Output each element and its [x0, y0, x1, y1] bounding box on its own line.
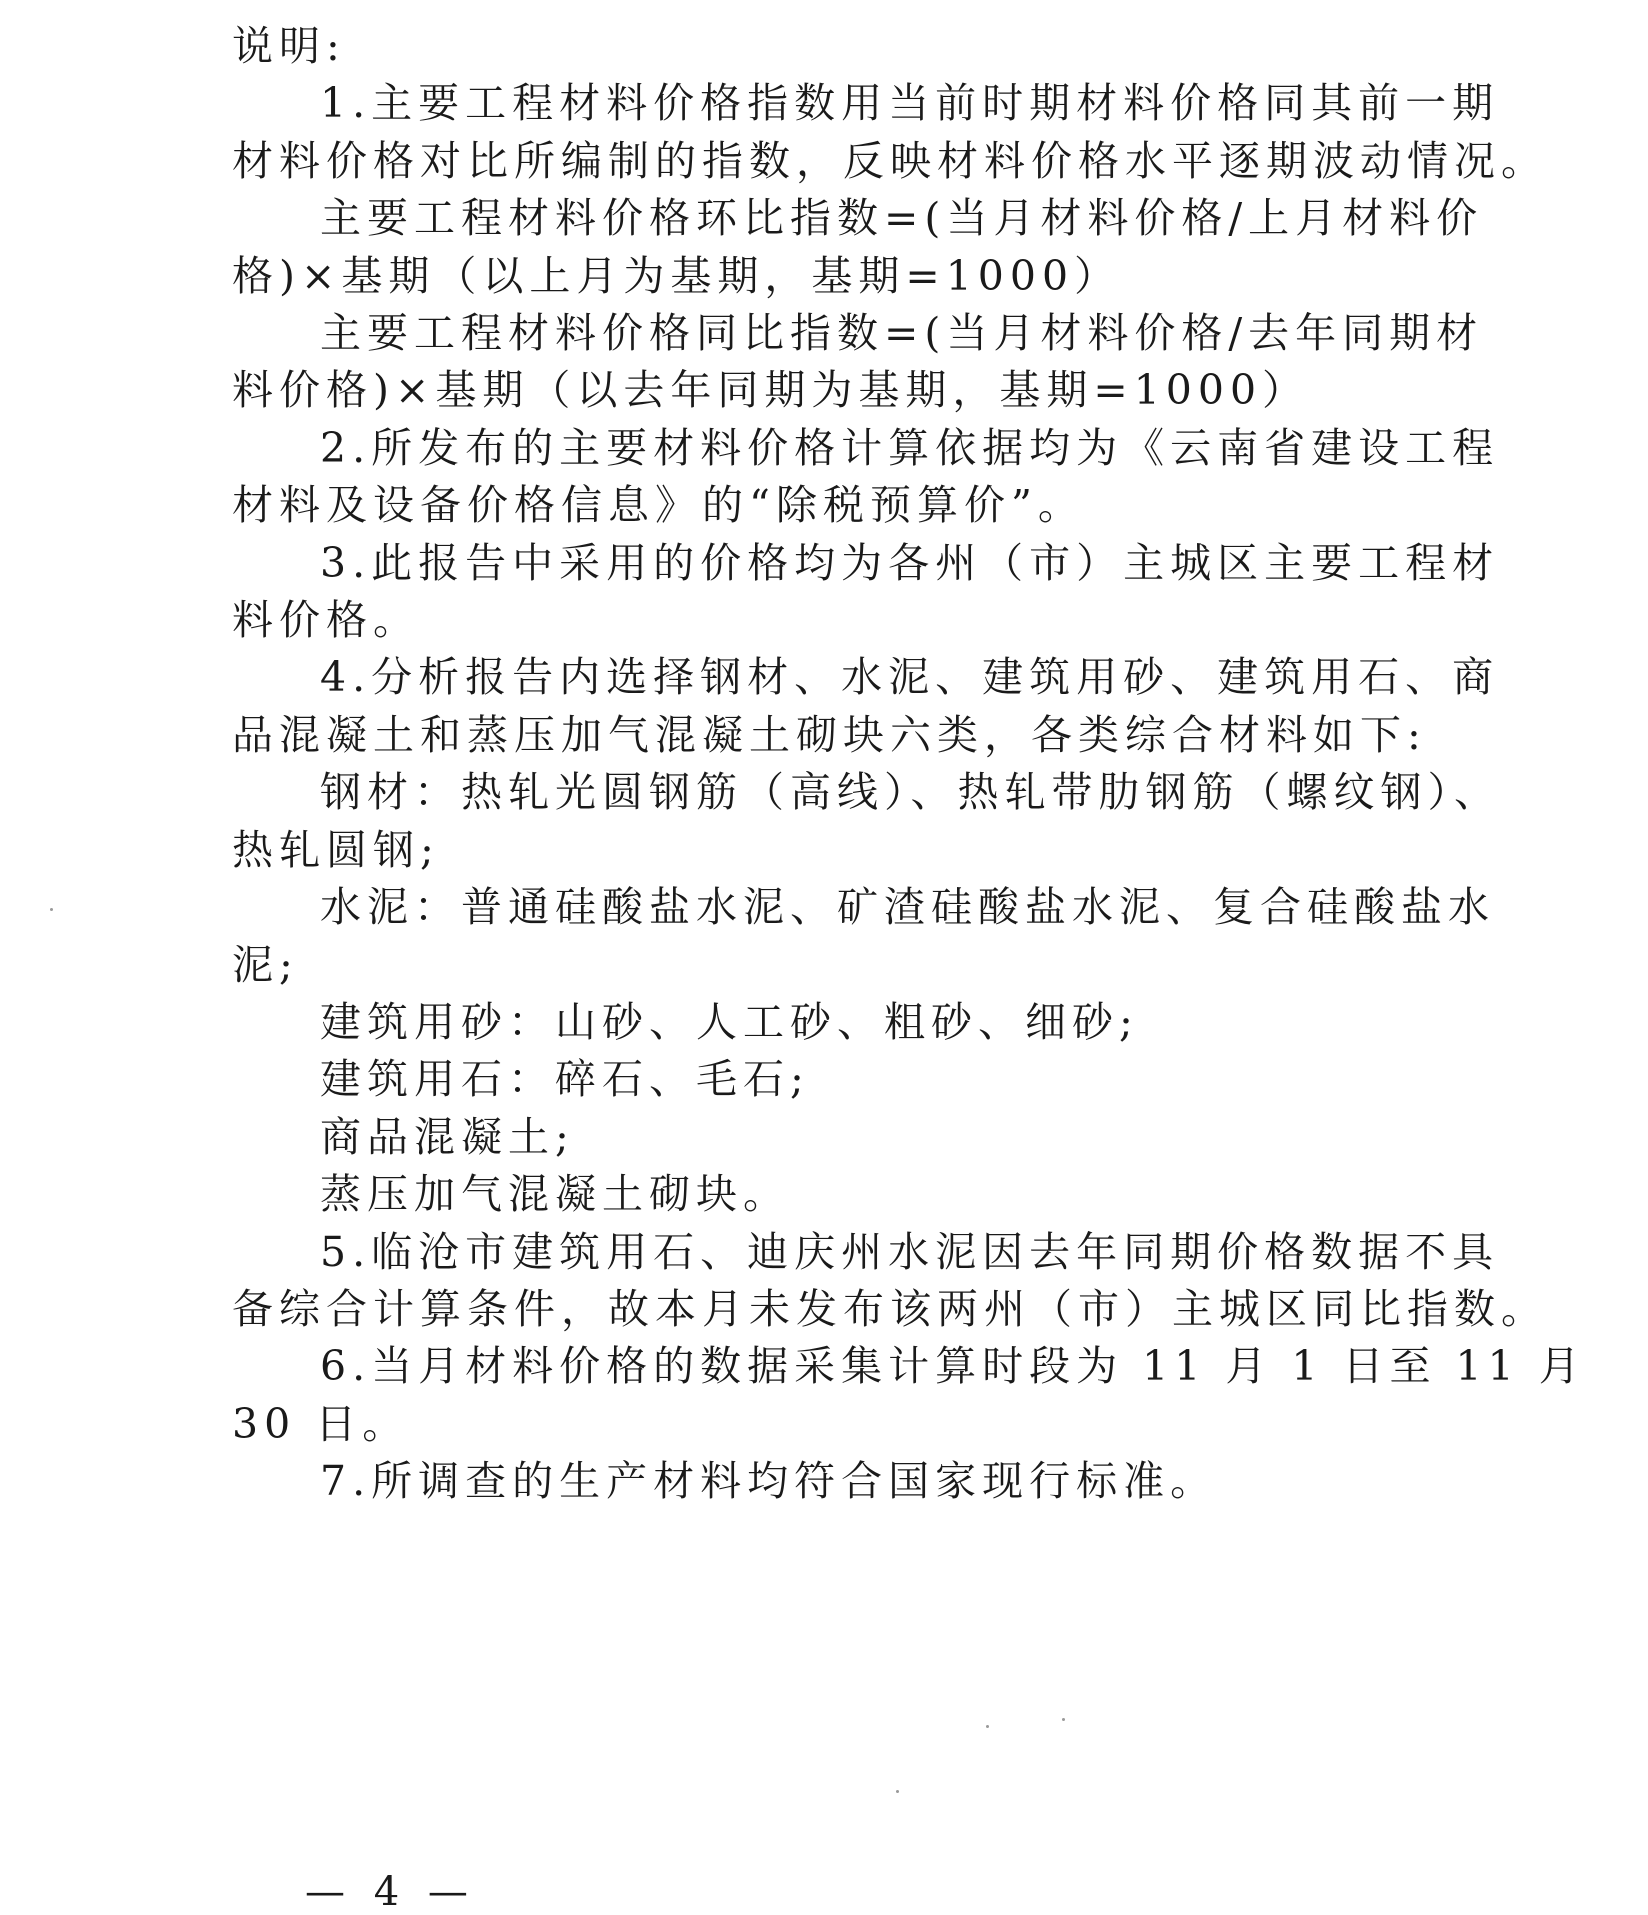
- text-line: 主要工程材料价格环比指数=(当月材料价格/上月材料价: [320, 194, 1484, 243]
- scan-speck: [896, 1790, 899, 1793]
- text-line: 4.分析报告内选择钢材、水泥、建筑用砂、建筑用石、商: [320, 653, 1500, 702]
- scan-speck: [1062, 1718, 1065, 1721]
- text-line: 品混凝土和蒸压加气混凝土砌块六类，各类综合材料如下:: [232, 710, 1427, 759]
- text-line: 材料及设备价格信息》的“除税预算价”。: [232, 481, 1085, 530]
- page-number: — 4 —: [305, 1869, 476, 1915]
- text-line: 商品混凝土;: [320, 1112, 575, 1161]
- scan-speck: [50, 908, 53, 911]
- text-line: 建筑用砂：山砂、人工砂、粗砂、细砂;: [320, 997, 1139, 1046]
- text-line: 格)×基期（以上月为基期，基期=1000）: [232, 251, 1122, 300]
- text-line: 蒸压加气混凝土砌块。: [320, 1170, 790, 1219]
- text-line: 水泥：普通硅酸盐水泥、矿渣硅酸盐水泥、复合硅酸盐水: [320, 883, 1495, 932]
- text-line: 钢材：热轧光圆钢筋（高线）、热轧带肋钢筋（螺纹钢）、: [320, 768, 1501, 817]
- text-line: 备综合计算条件，故本月未发布该两州（市）主城区同比指数。: [232, 1284, 1548, 1333]
- text-line: 料价格)×基期（以去年同期为基期，基期=1000）: [232, 366, 1310, 415]
- text-line: 5.临沧市建筑用石、迪庆州水泥因去年同期价格数据不具: [320, 1227, 1500, 1276]
- text-line: 3.此报告中采用的价格均为各州（市）主城区主要工程材: [320, 538, 1500, 587]
- text-line: 料价格。: [232, 596, 420, 645]
- text-line: 7.所调查的生产材料均符合国家现行标准。: [320, 1457, 1218, 1506]
- text-line: 6.当月材料价格的数据采集计算时段为 11 月 1 日至 11 月: [320, 1342, 1586, 1391]
- notes-text: [232, 18, 1586, 1511]
- text-line: 30 日。: [232, 1399, 410, 1448]
- text-line: 主要工程材料价格同比指数=(当月材料价格/去年同期材: [320, 309, 1484, 358]
- text-line: 材料价格对比所编制的指数，反映材料价格水平逐期波动情况。: [232, 136, 1548, 185]
- text-line: 热轧圆钢;: [232, 825, 440, 874]
- text-line: 2.所发布的主要材料价格计算依据均为《云南省建设工程: [320, 423, 1500, 472]
- scan-speck: [986, 1725, 989, 1728]
- text-line: 泥;: [232, 940, 299, 989]
- notes-heading: 说明:: [232, 22, 346, 70]
- text-line: 建筑用石：碎石、毛石;: [320, 1055, 810, 1104]
- text-line: 1.主要工程材料价格指数用当前时期材料价格同其前一期: [320, 79, 1500, 128]
